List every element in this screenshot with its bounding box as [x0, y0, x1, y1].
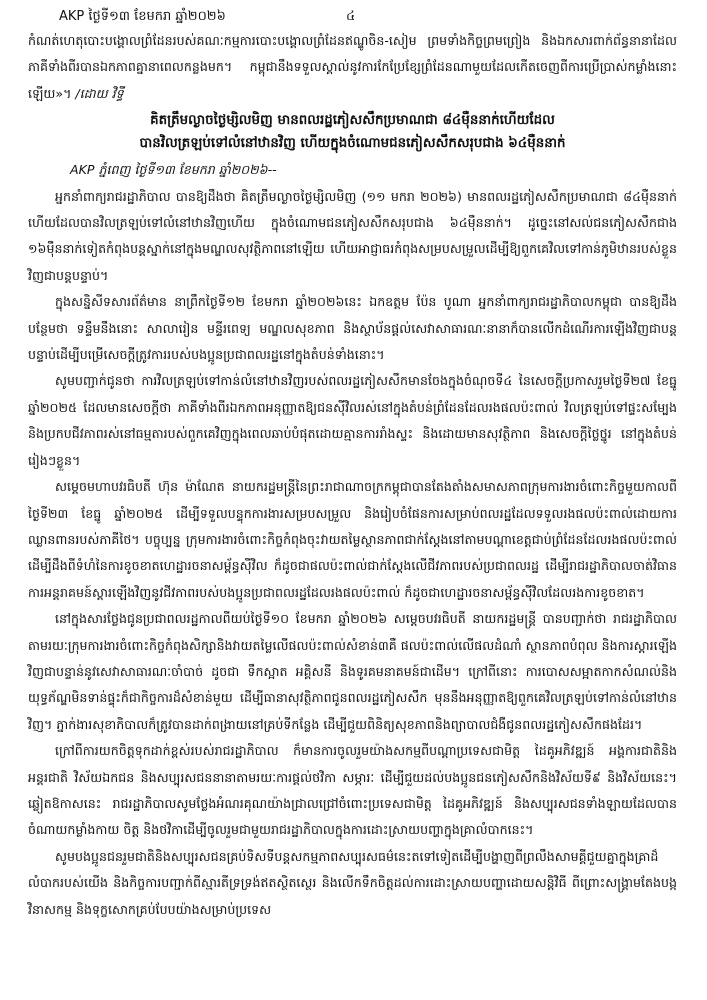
- body-paragraph: នៅក្នុងសារថ្លែងជូនប្រជាពលរដ្ឋកាលពីយប់ថ្ងៃទី១០ ខែមករា ឆ្នាំ២០២៦ សម្តេចបវរធិបតី នាយករដ្ឋមន្ត្រី បានបញ្ជាក់ថា រាជរដ្ឋាភិបាល តាមរយៈក្រុមការងារចំពោះកិច្ចកំពុងសិក្សានិងវាយតម្លៃលើផលប៉ះពាល់សំខាន់៣គឺ ផលប៉ះពាល់លើផលដំណាំ ស្ថានភាពបំពុល និងការស្តារឡើងវិញជាបន្ទាន់នូវសេវាសាធារណៈចាំបាច់ ដូចជា ទឹកស្អាត អគ្គិសនី និងទូរគមនាគមន៍ជាដើម។ ក្រៅពីនោះ ការបោសសម្អាតកាកសំណល់និងយុទ្ធភ័ណ្ឌមិនទាន់ផ្ទុះក៏ជាកិច្ចការដ៏សំខាន់មួយ ដើម្បីធានាសុវត្ថិភាពជូនពលរដ្ឋភៀសសឹក មុននឹងអនុញ្ញាតឱ្យពួកគេវិលត្រឡប់ទៅកាន់លំនៅឋានវិញ។ ភ្នាក់ងារសុខាភិបាលក៏ត្រូវបានដាក់ពង្រាយនៅគ្រប់ទីកន្លែង ដើម្បីជួយពិនិត្យសុខភាពនិងព្យាបាលជំងឺជូនពលរដ្ឋភៀសសឹកផងដែរ។: [28, 611, 677, 732]
- body-paragraph: អ្នកនាំពាក្យរាជរដ្ឋាភិបាល បានឱ្យដឹងថា គិតត្រឹមល្ងាចថ្ងៃម្សិលមិញ (១១ មករា ២០២៦) មានពលរដ្ឋភៀសសឹកប្រមាណជា ៨៤ម៉ឺននាក់ហើយដែលបានវិលត្រឡប់ទៅលំនៅឋានវិញហើយ ក្នុងចំណោមជនភៀសសឹកសរុបជាង ៦៤ម៉ឺននាក់។ ដូច្នេះនៅសល់ជនភៀសសឹកជាង ១៦ម៉ឺននាក់ទៀតកំពុងបន្តស្នាក់នៅក្នុងមណ្ឌលសុវត្ថិភាពនៅឡើយ ហើយអាជ្ញាធរកំពុងសម្របសម្រួលដើម្បីឱ្យពួកគេវិលទៅកាន់ភូមិឋានរបស់ខ្លួនវិញជាបន្តបន្ទាប់។: [28, 188, 677, 283]
- body-paragraph: សូមបងប្អូនជនរួមជាតិនិងសប្បុរសជនគ្រប់ទិសទីបន្តសកម្មភាពសប្បុរសធម៌នេះតទៅទៀតដើម្បីបង្ហាញពីព្រលឹងសាមគ្គីជួយគ្នាក្នុងគ្រាដ៏លំបាករបស់យើង និងកិច្ចការបញ្ជាក់ពីស្មារតីទ្រទ្រង់ឥតស្ថិតស្ថេរ និងលើកទឹកចិត្តដល់ការដោះស្រាយបញ្ហាដោយសន្តិវិធី ពីព្រោះសង្គ្រាមតែងបង្កវិនាសកម្ម និងទុក្ខសោកគ្រប់បែបយ៉ាងសម្រាប់ប្រទេស: [28, 848, 677, 917]
- header-source-date: AKP ថ្ងៃទី១៣ ខែមករា ឆ្នាំ២០២៦: [59, 9, 226, 24]
- body-paragraph: ក្រៅពីការយកចិត្តទុកដាក់ខ្ពស់របស់រាជរដ្ឋាភិបាល ក៏មានការចូលរួមយ៉ាងសកម្មពីបណ្តាប្រទេសជាមិត្ត ដៃគូអភិវឌ្ឍន៍ អង្គការជាតិនិងអន្តរជាតិ វិស័យឯកជន និងសប្បុរសជននានាតាមរយៈការផ្តល់ថវិកា សម្ភារៈ ដើម្បីជួយដល់បងប្អូនជនភៀសសឹកនិងវិស័យទី៩ និងវិស័យនេះ។ ឆ្លៀតឱកាសនេះ រាជរដ្ឋាភិបាលសូមថ្លែងអំណរគុណយ៉ាងជ្រាលជ្រៅចំពោះប្រទេសជាមិត្ត ដៃគូអភិវឌ្ឍន៍ និងសប្បុរសជនទាំងឡាយដែលបានចំណាយកម្លាំងកាយ ចិត្ត និងថវិកាដើម្បីចូលរួមជាមួយរាជរដ្ឋាភិបាលក្នុងការដោះស្រាយបញ្ហាក្នុងគ្រាលំបាកនេះ។: [28, 743, 677, 838]
- byline: /ដោយ វិទ្ធី: [75, 85, 124, 101]
- intro-text: កំណត់ហេតុបោះបង្គោលព្រំដែនរបស់គណៈកម្មការបោះបង្គោលព្រំដែនឥណ្ឌូចិន-សៀម ព្រមទាំងកិច្ចព្រមព្រៀង និងឯកសារពាក់ព័ន្ធនានាដែលភាគីទាំងពីរបានឯកភាពគ្នានាពេលកន្លងមក។ កម្ពុជានឹងទទួលស្គាល់នូវការកែប្រែខ្សែព្រំដែនណាមួយដែលកើតចេញពីការប្រើប្រាស់កម្លាំងនោះឡើយ»។: [28, 33, 677, 101]
- body-paragraph: ក្នុងសន្និសីទសារព័ត៌មាន នាព្រឹកថ្ងៃទី១២ ខែមករា ឆ្នាំ២០២៦នេះ ឯកឧត្តម ប៉ែន បូណា អ្នកនាំពាក្យរាជរដ្ឋាភិបាលកម្ពុជា បានឱ្យដឹងបន្ថែមថា ទន្ទឹមនឹងនោះ សាលារៀន មន្ទីរពេទ្យ មណ្ឌលសុខភាព និងស្ថាប័នផ្តល់សេវាសាធារណៈនានាក៏បានលើកដំណើរការឡើងវិញជាបន្តបន្ទាប់ដើម្បីបម្រើសេចក្តីត្រូវការរបស់បងប្អូនប្រជាពលរដ្ឋនៅក្នុងតំបន់ទាំងនោះ។: [28, 294, 677, 363]
- headline-line-2: បានវិលត្រឡប់ទៅលំនៅឋានវិញ ហើយក្នុងចំណោមជនភៀសសឹកសរុបជាង ៦៤ម៉ឺននាក់: [139, 136, 566, 152]
- page-number: ៤: [346, 9, 356, 24]
- dateline: AKP ភ្នំពេញ ថ្ងៃទី១៣ ខែមករា ឆ្នាំ២០២៦--: [70, 162, 277, 178]
- body-paragraph: សូមបញ្ជាក់ជូនថា ការវិលត្រឡប់ទៅកាន់លំនៅឋានវិញរបស់ពលរដ្ឋភៀសសឹកមានចែងក្នុងចំណុចទី៤ នៃសេចក្តីប្រកាសរួមថ្ងៃទី២៧ ខែធ្នូ ឆ្នាំ២០២៥ ដែលមានសេចក្តីថា ភាគីទាំងពីរឯកភាពអនុញ្ញាតឱ្យជនស៊ីវិលរស់នៅក្នុងតំបន់ព្រំដែនដែលរងផលប៉ះពាល់ វិលត្រឡប់ទៅផ្ទះសម្បែងនិងប្រកបជីវភាពរស់នៅធម្មតារបស់ពួកគេវិញក្នុងពេលឆាប់បំផុតដោយគ្មានការរាំងស្ទះ និងដោយមានសុវត្ថិភាព និងសេចក្តីថ្លៃថ្នូរ នៅក្នុងតំបន់រៀងៗខ្លួន។: [28, 373, 677, 468]
- body-paragraph: សម្តេចមហាបវរធិបតី ហ៊ុន ម៉ាណែត នាយករដ្ឋមន្ត្រីនៃព្រះរាជាណាចក្រកម្ពុជាបានតែងតាំងសមាសភាពក្រុមការងារចំពោះកិច្ចមួយកាលពីថ្ងៃទី២៣ ខែធ្នូ ឆ្នាំ២០២៥ ដើម្បីទទួលបន្ទុកការងារសម្របសម្រួល និងរៀបចំផែនការសម្រាប់ពលរដ្ឋដែលទទួលរងផលប៉ះពាល់ដោយការឈ្លានពានរបស់ភាគីថៃ។ បច្ចុប្បន្ន ក្រុមការងារចំពោះកិច្ចកំពុងចុះវាយតម្លៃស្ថានភាពជាក់ស្តែងនៅតាមបណ្តាខេត្តជាប់ព្រំដែនដែលរងផលប៉ះពាល់ ដើម្បីដឹងពីទំហំនៃការខូចខាតហេដ្ឋារចនាសម្ព័ន្ធស៊ីវិល ក៏ដូចជាផលប៉ះពាល់ជាក់ស្តែងលើជីវភាពរបស់ប្រជាពលរដ្ឋ ដើម្បីរាជរដ្ឋាភិបាលចាត់វិធានការអន្តរាគមន៍ស្តារឡើងវិញនូវជីវភាពរបស់បងប្អូនប្រជាពលរដ្ឋដែលរងផលប៉ះពាល់ ក៏ដូចជាហេដ្ឋារចនាសម្ព័ន្ធស៊ីវិលដែលរងការខូចខាត។: [28, 479, 677, 600]
- intro-paragraph: [28, 28, 677, 107]
- page-header: [28, 6, 677, 28]
- article-headline: [28, 109, 677, 155]
- headline-line-1: គិតត្រឹមល្ងាចថ្ងៃម្សិលមិញ មានពលរដ្ឋភៀសសឹកប្រមាណជា ៨៤ម៉ឺននាក់ហើយដែល: [150, 113, 555, 129]
